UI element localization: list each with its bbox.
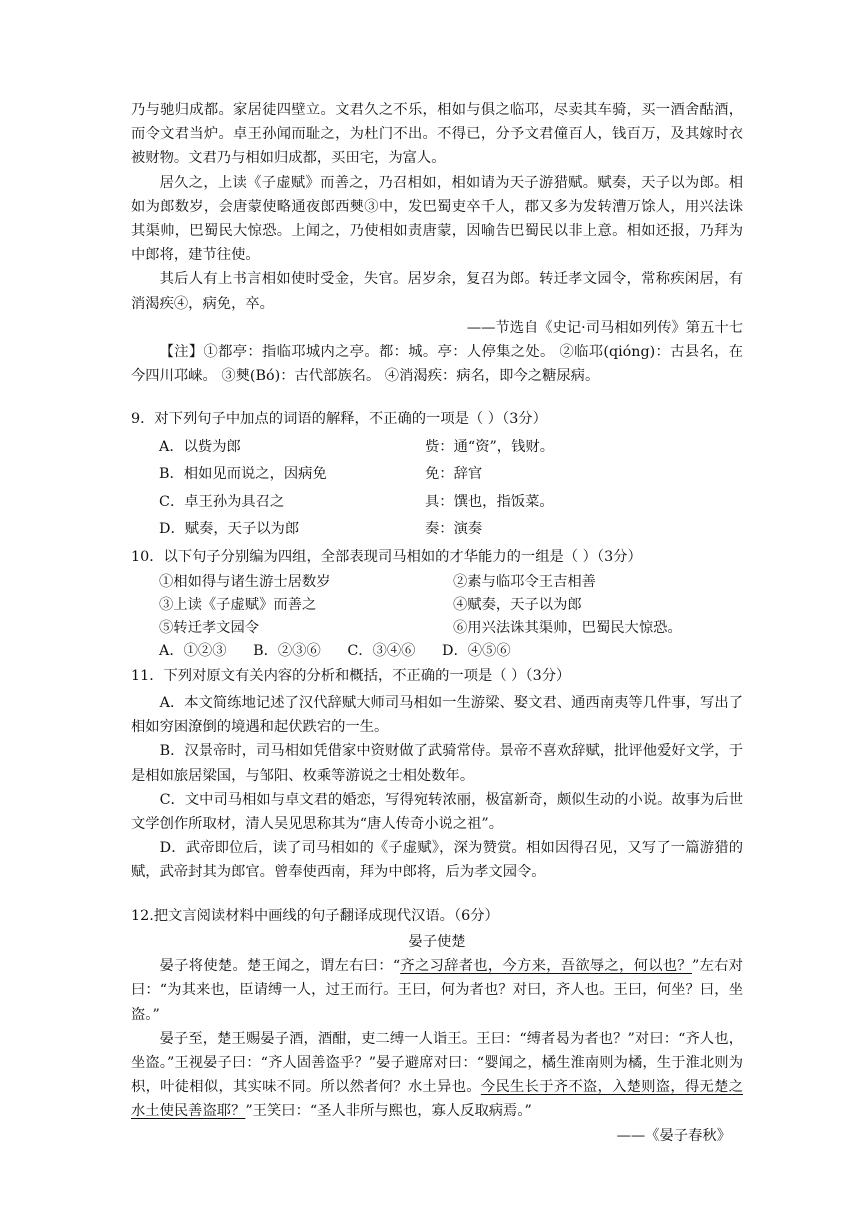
question-11-option-d: D．武帝即位后，读了司马相如的《子虚赋》，深为赞赏。相如因得召见，又写了一篇游猎的赋，武帝封其为郎官。曾奉使西南，拜为中郎将，后为孝文园令。 [131,840,743,881]
underlined-sentence-1: 齐之习辞者也，今方来，吾欲辱之，何以也？ [400,958,692,975]
answer-choice-c: C．③④⑥ [347,643,416,660]
answer-choice-a: A．①②③ [159,643,227,660]
question-12 [131,903,743,1148]
question-11-stem: 11．下列对原文有关内容的分析和概括，不正确的一项是（ ）（3分） [131,668,571,685]
exam-page [131,98,743,1148]
passage-paragraph-2: 居久之，上读《子虚赋》而善之，乃召相如，相如请为天子游猎赋。赋奏，天子以为郎。相如为郎数岁，会唐蒙使略通夜郎西僰③中，发巴蜀吏卒千人，郡又多为发转漕万馀人，用兴法诛其渠帅，巴蜀民大惊恐。上闻之，乃使相如责唐蒙，因喻告巴蜀民以非上意。相如还报，乃拜为中郎将，建节往使。 [131,174,743,264]
option-gloss: 奏：演奏 [425,521,483,538]
question-9-option-b [131,461,743,489]
question-10-stem: 10．以下句子分别编为四组，全部表现司马相如的才华能力的一组是（ ）（3分） [131,548,642,565]
sentence-item: ③上读《子虚赋》而善之 [159,597,317,614]
option-text: A．以赀为郎 [159,438,241,455]
passage-paragraph-1: 乃与驰归成都。家居徒四壁立。文君久之不乐，相如与俱之临邛，尽卖其车骑，买一酒舍酤酒，而令文君当炉。卓王孙闻而耻之，为杜门不出。不得已，分予文君僮百人，钱百万，及其嫁时衣被财物。文君乃与相如归成都，买田宅，为富人。 [131,102,743,167]
question-9-option-d [131,516,743,544]
sentence-item: ②素与临邛令王吉相善 [453,574,596,591]
question-9-option-c [131,489,743,517]
answer-choice-b: B．②③⑥ [253,643,321,660]
question-10 [131,544,743,664]
question-12-paragraph-2 [131,1027,743,1124]
underlined-sentence-2: 今民生长于齐不盗，入楚则盗，得无楚之水土使民善盗耶？ [131,1079,743,1120]
option-gloss: 具：馔也，指饭菜。 [425,493,554,510]
text-segment: 晏子至，楚王赐晏子酒，酒酣，吏二缚一人诣王。王曰：“缚者曷为者也？”对曰：“齐人也，坐盗。”王视晏子曰：“齐人固善盗乎？”晏子避席对曰：“婴闻之，橘生淮南则为橘，生于淮北则为枳，叶徒相似，其实味不同。所以然者何？水土异也。 [131,1030,743,1096]
option-gloss: 赀：通“资”，钱财。 [425,438,554,455]
text-segment: ”王笑曰：“圣人非所与熙也，寡人反取病焉。” [245,1103,532,1120]
question-10-answers [131,640,743,663]
question-10-pair-row [131,617,743,640]
question-9-stem: 9．对下列句子中加点的词语的解释，不正确的一项是（ ）（3分） [131,411,547,428]
answer-choice-d: D．④⑤⑥ [442,643,511,660]
question-11-option-a: A．本文简练地记述了汉代辞赋大师司马相如一生游梁、娶文君、通西南夷等几件事，写出了相如穷困潦倒的境遇和起伏跌宕的一生。 [131,694,743,736]
question-11 [131,663,743,884]
question-12-source: ——《晏子春秋》 [616,1127,731,1144]
question-11-option-b: B．汉景帝时，司马相如凭借家中资财做了武骑常侍。景帝不喜欢辞赋，批评他爱好文学，于是相如旅居梁国，与邹阳、枚乘等游说之士相处数年。 [131,743,743,784]
text-segment: ”左右对曰：“为其来也，臣请缚一人，过王而行。王曰，何为者也？对曰，齐人也。王曰，何坐？曰，坐盗。” [131,958,744,1023]
option-text: D．赋奏，天子以为郎 [159,521,300,538]
passage-paragraph-3: 其后人有上书言相如使时受金，失官。居岁余，复召为郎。转迁孝文园令，常称疾闲居，有消渴疾④，病免，卒。 [131,271,743,312]
question-12-title: 晏子使楚 [408,934,466,951]
option-text: B．相如见而说之，因病免 [159,466,327,483]
question-9-option-a [131,434,743,462]
sentence-item: ④赋奏，天子以为郎 [453,597,582,614]
option-text: C．卓王孙为具召之 [159,493,285,510]
sentence-item: ⑤转迁孝文园令 [159,620,260,637]
passage-source: ——节选自《史记·司马相如列传》第五十七 [466,319,743,336]
question-10-pair-row [131,571,743,594]
question-12-paragraph-1 [131,954,743,1027]
question-11-option-c: C．文中司马相如与卓文君的婚恋，写得宛转浓丽，极富新奇，颇似生动的小说。故事为后世文学创作所取材，清人吴见思称其为“唐人传奇小说之祖”。 [131,791,743,832]
text-segment: 晏子将使楚。楚王闻之，谓左右曰：“ [159,958,401,975]
question-9 [131,406,743,544]
option-gloss: 免：辞官 [425,466,483,483]
sentence-item: ⑥用兴法诛其渠帅，巴蜀民大惊恐。 [453,620,682,637]
question-12-stem: 12.把文言阅读材料中画线的句子翻译成现代汉语。（6分） [131,907,499,924]
passage-notes: 【注】①都亭：指临邛城内之亭。都：城。亭：人停集之处。 ②临邛(qióng)：古县名，在今四川邛崃。 ③僰(Bó)：古代部族名。 ④消渴疾：病名，即今之糖尿病。 [131,344,743,385]
sentence-item: ①相如得与诸生游士居数岁 [159,574,331,591]
question-10-pair-row [131,594,743,617]
